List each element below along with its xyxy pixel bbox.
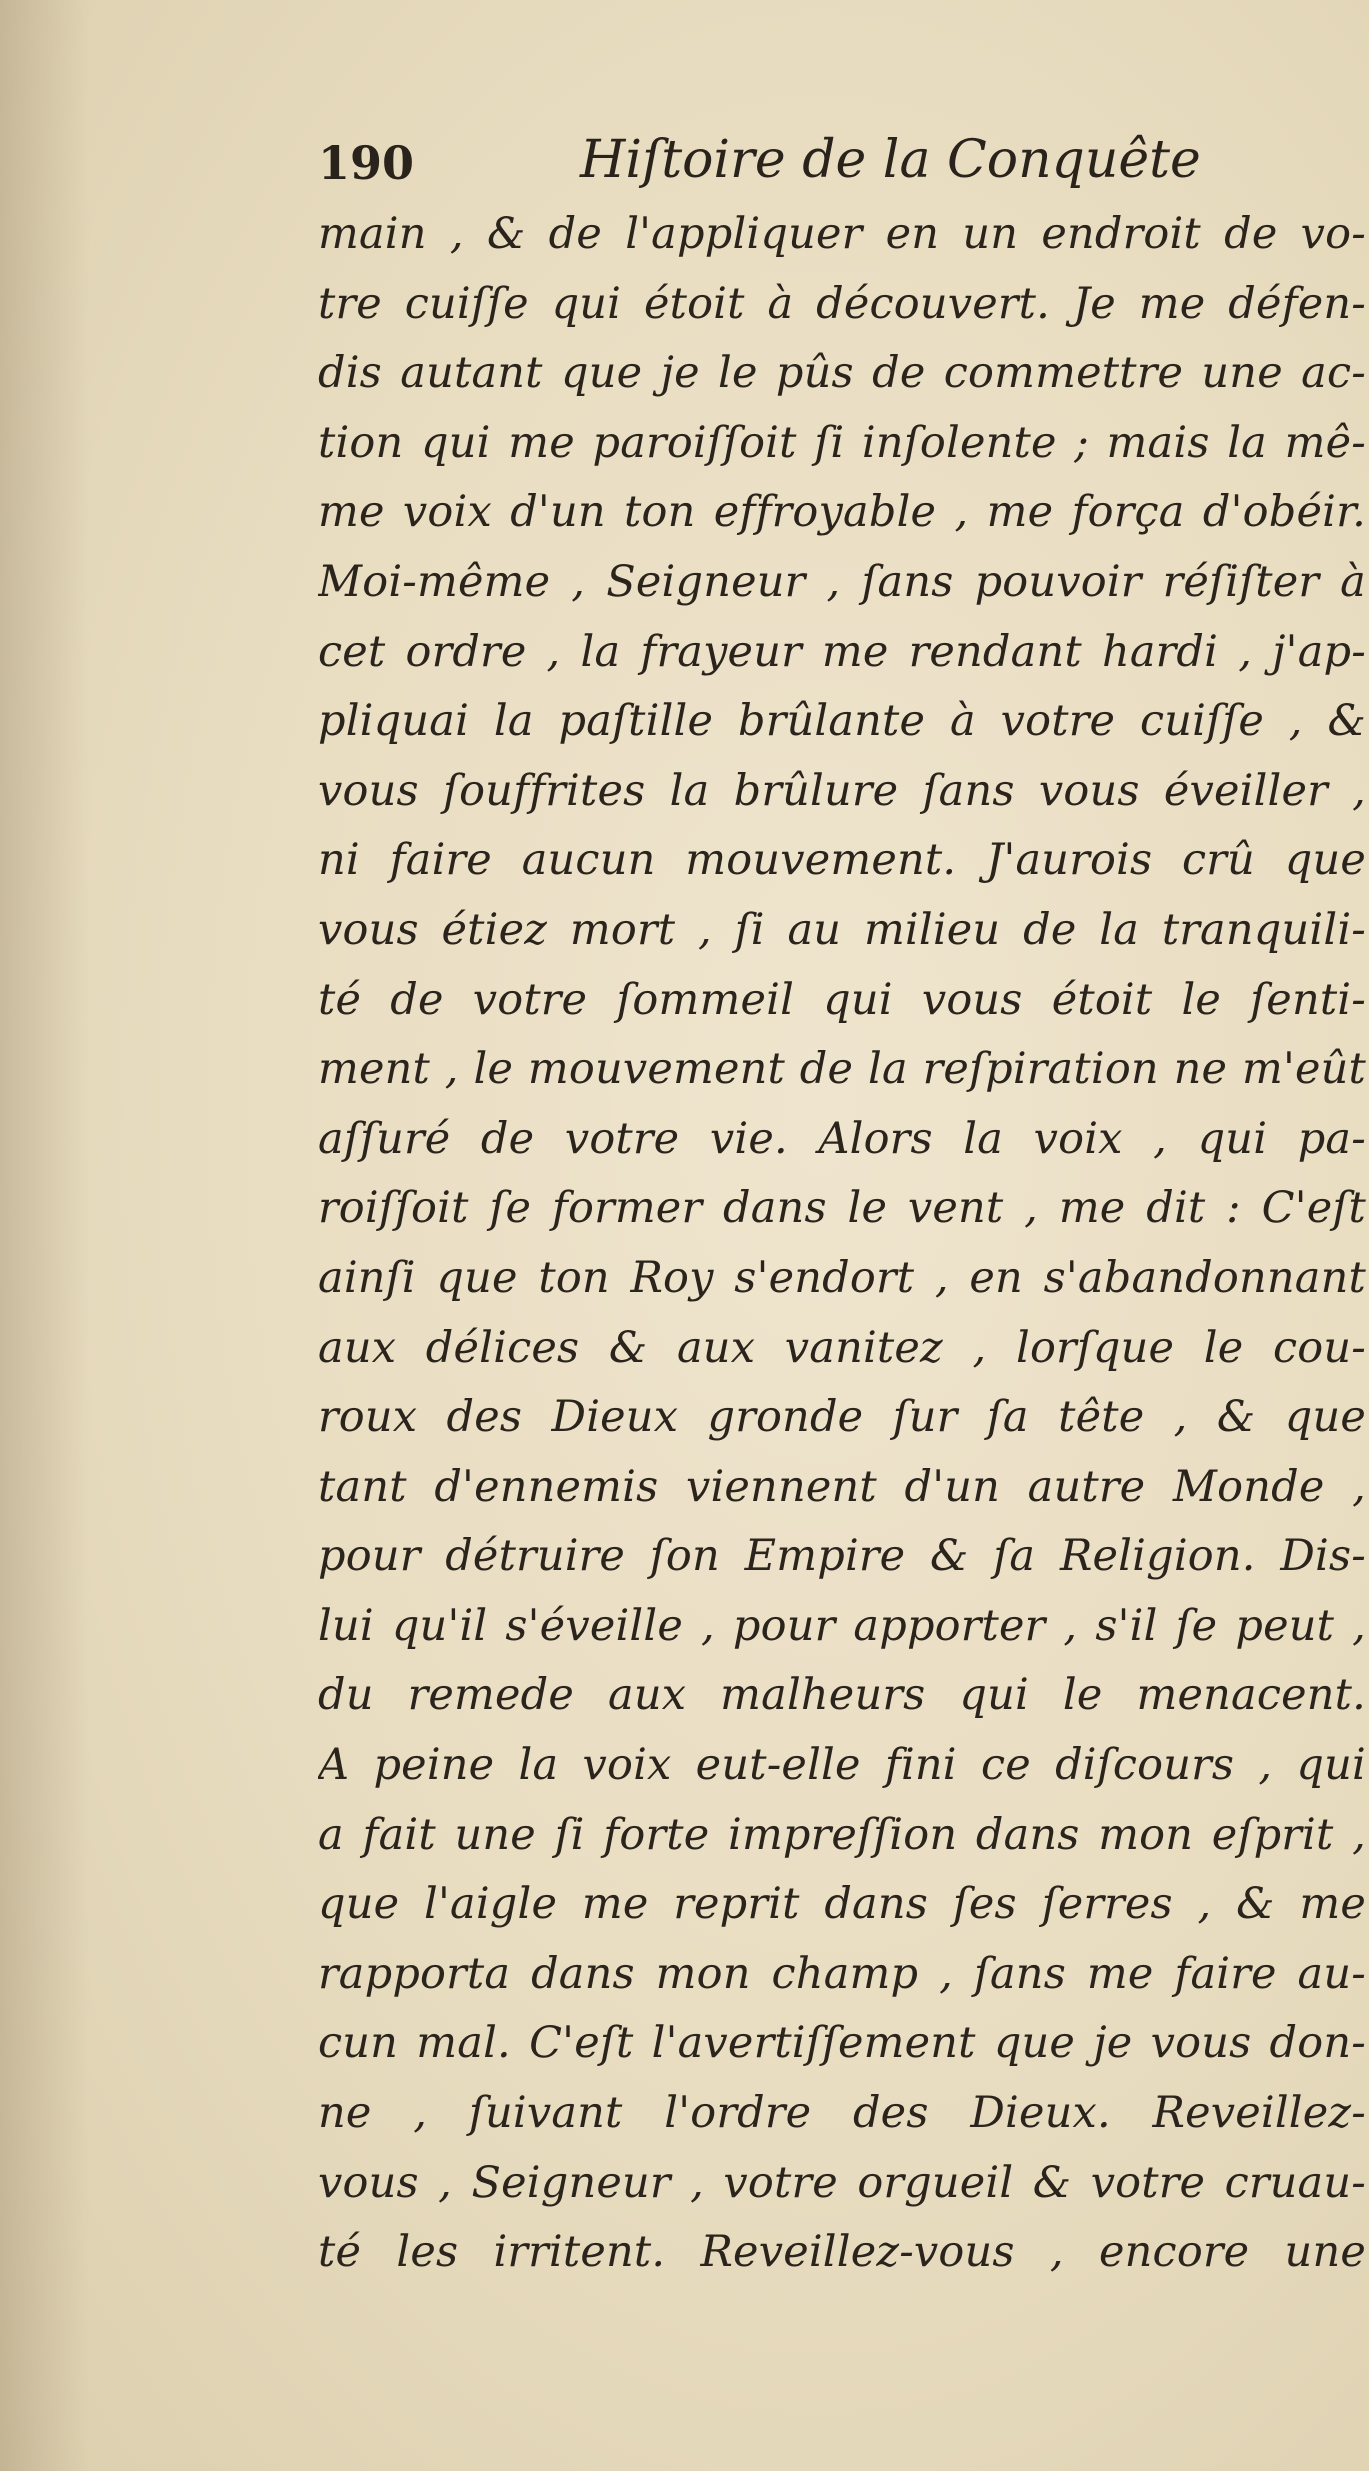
- text-line: cun mal. C'eſt l'avertiſſement que je vous don-: [318, 2018, 1366, 2069]
- page-number: 190: [318, 136, 415, 190]
- text-line: tion qui me paroiſſoit ſi inſolente ; mais la mê-: [318, 417, 1366, 468]
- text-line: aſſuré de votre vie. Alors la voix , qui pa-: [318, 1113, 1366, 1164]
- text-line: aux délices & aux vanitez , lorſque le cou-: [318, 1322, 1366, 1373]
- text-line: me voix d'un ton effroyable , me força d'obéir.: [318, 487, 1366, 538]
- text-line: roux des Dieux gronde ſur ſa tête , & que: [318, 1392, 1366, 1443]
- text-line: du remede aux malheurs qui le menacent.: [318, 1670, 1366, 1721]
- text-line: que l'aigle me reprit dans ſes ſerres , & me: [318, 1879, 1366, 1930]
- text-line: pour détruire ſon Empire & ſa Religion. Dis-: [318, 1531, 1366, 1582]
- text-line: main , & de l'appliquer en un endroit de vo-: [318, 209, 1366, 259]
- text-line: lui qu'il s'éveille , pour apporter , s'il ſe peut ,: [318, 1600, 1366, 1651]
- text-line: cet ordre , la frayeur me rendant hardi , j'ap-: [318, 626, 1366, 677]
- text-line: a fait une ſi forte impreſſion dans mon eſprit ,: [318, 1809, 1366, 1860]
- text-line: dis autant que je le pûs de commettre une ac-: [318, 348, 1366, 399]
- text-line: ainſi que ton Roy s'endort , en s'abandonnant: [318, 1252, 1366, 1303]
- text-line: pliquai la paſtille brûlante à votre cuiſſe , &: [318, 696, 1366, 747]
- text-line: rapporta dans mon champ , ſans me faire au-: [318, 1948, 1366, 1999]
- page-header: [318, 130, 1318, 210]
- running-head: Hiſtoire de la Conquête: [580, 130, 1201, 190]
- text-line: roiſſoit ſe former dans le vent , me dit : C'eſt: [318, 1183, 1366, 1234]
- body-text: [318, 200, 1366, 2288]
- gutter-shadow: [0, 0, 90, 2471]
- text-line: té de votre ſommeil qui vous étoit le ſenti-: [318, 974, 1366, 1025]
- text-line: A peine la voix eut-elle fini ce diſcours , qui: [318, 1740, 1366, 1791]
- text-line: vous , Seigneur , votre orgueil & votre cruau-: [318, 2157, 1366, 2208]
- text-line: ment , le mouvement de la reſpiration ne m'eût: [318, 1044, 1366, 1095]
- text-line: Moi-même , Seigneur , ſans pouvoir réſiſter à: [318, 556, 1366, 607]
- text-line: ni faire aucun mouvement. J'aurois crû que: [318, 835, 1366, 886]
- text-line: vous ſouffrites la brûlure ſans vous éveiller ,: [318, 765, 1366, 816]
- text-line: ne , ſuivant l'ordre des Dieux. Reveillez-: [318, 2088, 1366, 2139]
- text-line: té les irritent. Reveillez-vous , encore une: [318, 2227, 1366, 2278]
- text-line: tant d'ennemis viennent d'un autre Monde ,: [318, 1461, 1366, 1512]
- text-line: vous étiez mort , ſi au milieu de la tranquili-: [318, 904, 1366, 955]
- text-line: tre cuiſſe qui étoit à découvert. Je me défen-: [318, 278, 1366, 329]
